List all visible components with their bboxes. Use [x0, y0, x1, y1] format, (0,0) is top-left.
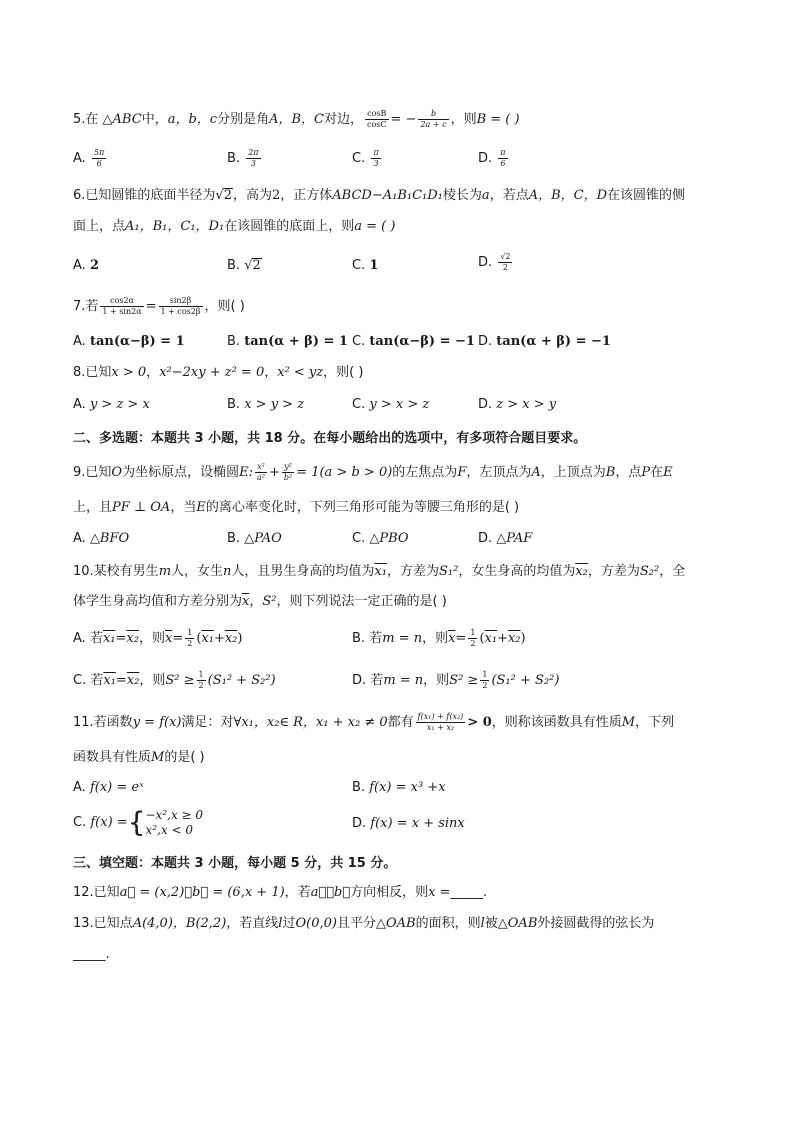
fraction: $\frac{2\pi}{3}$ [248, 148, 259, 168]
fraction: $\frac{1}{2}$ [482, 670, 488, 690]
section-heading-fill-in: 三、填空题：本题共 3 小题，每小题 5 分，共 15 分。 [73, 856, 397, 871]
fraction: $\frac{b}{2a + c}$ [420, 109, 447, 129]
q9-option-b: B. △PAO [227, 531, 282, 546]
q10-option-a: A. 若x₁=x₂，则$\overline{x}=$ $\frac{1}{2}$ (x₁+x₂) [73, 628, 243, 648]
q12-stem: 12.已知a⃗ = (x,2)，b⃗ = (6,x + 1)，若a⃗，b⃗方向相反，则x =_____. [73, 885, 488, 900]
q6-option-c: C. 1 [352, 258, 379, 273]
q5-stem: 5.在 △ABC中，a，b，c分别是角A，B，C对边， $\frac{\cos B}{\cos C}$ = − $\frac{b}{2a + c}$ ，则B = ( ) [73, 109, 520, 129]
q7-option-b: B. tan(α + β) = 1 [227, 334, 348, 349]
q5-option-b: B. $\frac{2\pi}{3}$ [227, 148, 259, 168]
fraction: $\frac{\cos 2\alpha}{1 + \sin 2\alpha}$ [102, 296, 142, 316]
q5-option-d: D. $\frac{\pi}{6}$ [478, 148, 506, 168]
q10-option-c: C. 若x₁=x₂，则S² ≥ $\frac{1}{2}$ (S₁² + S₂²) [73, 670, 276, 690]
q11-option-b: B. f(x) = x³ +x [352, 780, 446, 795]
q10-option-b: B. 若m = n，则$\overline{x}=$ $\frac{1}{2}$ (x₁+x₂) [352, 628, 526, 648]
q13-stem: 13.已知点A(4,0)，B(2,2)，若直线l过O(0,0)且平分△OAB的面积，则l被△OAB外接圆截得的弦长为 [73, 916, 655, 931]
q11-stem-line1: 11.若函数y = f(x)满足：对∀x₁，x₂∈ R，x₁ + x₂ ≠ 0都有 $\frac{\text{f(x₁) + f(x₂)}}{\text{x₁ + x₂}}$ > 0，则称该函数具有性质M，下列 [73, 712, 675, 732]
q8-stem: 8.已知x > 0，x²−2xy + z² = 0，x² < yz，则( ) [73, 365, 364, 380]
q6-option-d: D. $\frac{√2}{2}$ [478, 252, 511, 272]
fraction: $\frac{1}{2}$ [470, 628, 476, 648]
q5-option-a: A. $\frac{5\pi}{6}$ [73, 148, 105, 168]
q6-option-b: B. √2 [227, 258, 261, 273]
answer-blank: _____. [73, 947, 110, 962]
q7-stem: 7.若 $\frac{\cos 2\alpha}{1 + \sin 2\alpha}$ = $\frac{\sin 2\beta}{1 + \cos 2\beta}$ ，则( ) [73, 296, 245, 316]
q6-option-a: A. 2 [73, 258, 99, 273]
q9-stem-line2: 上，且PF ⊥ OA，当E的离心率变化时，下列三角形可能为等腰三角形的是( ) [73, 500, 520, 515]
q11-option-c: C. f(x) ={ −x²,x ≥ 0 x²,x < 0 [73, 805, 204, 839]
q11-stem-line2: 函数具有性质M的是( ) [73, 750, 205, 765]
q11-option-a: A. f(x) = eˣ [73, 780, 144, 795]
fraction: $\frac{\sin 2\beta}{1 + \cos 2\beta}$ [160, 296, 201, 316]
q9-option-a: A. △BFO [73, 531, 130, 546]
q10-stem-line1: 10.某校有男生m人，女生n人，且男生身高的均值为x₁，方差为S₁²，女生身高的均值为x₂，方差为S₂²，全 [73, 564, 686, 579]
fraction: $\frac{\text{f(x₁) + f(x₂)}}{\text{x₁ + x₂}}$ [417, 712, 464, 732]
q7-option-d: D. tan(α + β) = −1 [478, 334, 611, 349]
q9-option-c: C. △PBO [352, 531, 409, 546]
q10-stem-line2: 体学生身高均值和方差分别为$\overline{x}$，S²，则下列说法一定正确的是( ) [73, 594, 447, 609]
q7-option-a: A. tan(α−β) = 1 [73, 334, 185, 349]
q11-option-d: D. f(x) = x + sinx [352, 816, 465, 831]
fraction: $\frac{\pi}{6}$ [500, 148, 506, 168]
q5-option-c: C. $\frac{\pi}{3}$ [352, 148, 379, 168]
q9-option-d: D. △PAF [478, 531, 533, 546]
piecewise-cases: −x²,x ≥ 0 x²,x < 0 [145, 807, 204, 837]
fraction: $\frac{\text{y²}}{\text{b²}}$ [283, 462, 293, 482]
answer-blank: _____. [450, 885, 488, 900]
fraction: $\frac{\cos B}{\cos C}$ [366, 109, 387, 129]
q7-option-c: C. tan(α−β) = −1 [352, 334, 475, 349]
q8-option-d: D. z > x > y [478, 397, 557, 412]
q8-option-a: A. y > z > x [73, 397, 150, 412]
fraction: $\frac{1}{2}$ [187, 628, 193, 648]
q6-stem-line1: 6.已知圆锥的底面半径为√2，高为2，正方体ABCD−A₁B₁C₁D₁棱长为a，若点A，B，C，D在该圆锥的侧 [73, 188, 686, 203]
fraction: $\frac{\text{x²}}{\text{a²}}$ [256, 462, 265, 482]
q6-stem-line2: 面上，点A₁，B₁，C₁，D₁在该圆锥的底面上，则a = ( ) [73, 219, 396, 234]
fraction: $\frac{5\pi}{6}$ [93, 148, 105, 168]
q10-option-d: D. 若m = n，则S² ≥ $\frac{1}{2}$ (S₁² + S₂²) [352, 670, 560, 690]
fraction: $\frac{1}{2}$ [198, 670, 204, 690]
section-heading-multiple-choice: 二、多选题：本题共 3 小题，共 18 分。在每小题给出的选项中，有多项符合题目要求。 [73, 431, 587, 446]
q8-option-b: B. x > y > z [227, 397, 305, 412]
fraction: $\frac{\pi}{3}$ [373, 148, 379, 168]
fraction: $\frac{√2}{2}$ [500, 252, 511, 272]
q9-stem-line1: 9.已知O为坐标原点，设椭圆E: $\frac{\text{x²}}{\text{a²}}$ + $\frac{\text{y²}}{\text{b²}}$ = 1(a > b > 0)的左焦点为F，左顶点为A，上顶点为B，点P在E [73, 462, 673, 482]
left-brace-icon: { [127, 805, 146, 839]
q8-option-c: C. y > x > z [352, 397, 430, 412]
